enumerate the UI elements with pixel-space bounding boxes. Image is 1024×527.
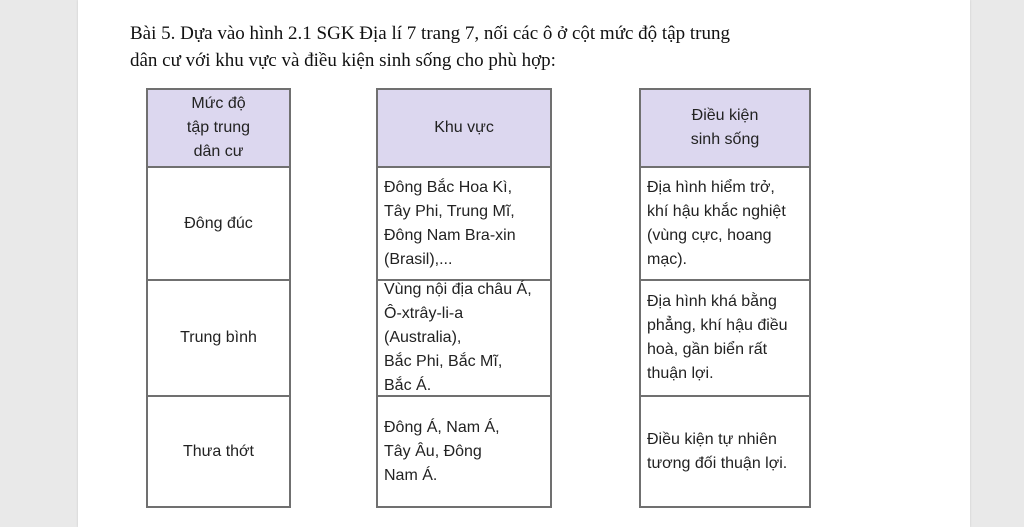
column-conditions: [639, 88, 811, 508]
column-density: [146, 88, 291, 508]
exercise-question: [130, 20, 850, 74]
region-row-1: Đông Bắc Hoa Kì, Tây Phi, Trung Mĩ, Đông Nam Bra-xin (Brasil),...: [378, 166, 550, 279]
column-conditions-header: Điều kiện sinh sống: [641, 90, 809, 166]
column-density-header: Mức độ tập trung dân cư: [148, 90, 289, 166]
conditions-row-1: Địa hình hiểm trở, khí hậu khắc nghiệt (vùng cực, hoang mạc).: [641, 166, 809, 279]
column-region: [376, 88, 552, 508]
question-line-2: dân cư với khu vực và điều kiện sinh sống cho phù hợp:: [130, 50, 556, 71]
question-line-1: Bài 5. Dựa vào hình 2.1 SGK Địa lí 7 trang 7, nối các ô ở cột mức độ tập trung: [130, 23, 731, 44]
density-row-1: Đông đúc: [148, 166, 289, 279]
region-row-3: Đông Á, Nam Á, Tây Âu, Đông Nam Á.: [378, 395, 550, 506]
conditions-row-3: Điều kiện tự nhiên tương đối thuận lợi.: [641, 395, 809, 506]
density-row-2: Trung bình: [148, 279, 289, 395]
conditions-row-2: Địa hình khá bằng phẳng, khí hậu điều hoà, gần biển rất thuận lợi.: [641, 279, 809, 395]
column-region-header: Khu vực: [378, 90, 550, 166]
region-row-2: Vùng nội địa châu Á, Ô-xtrây-li-a (Australia), Bắc Phi, Bắc Mĩ, Bắc Á.: [378, 279, 550, 395]
density-row-3: Thưa thớt: [148, 395, 289, 506]
